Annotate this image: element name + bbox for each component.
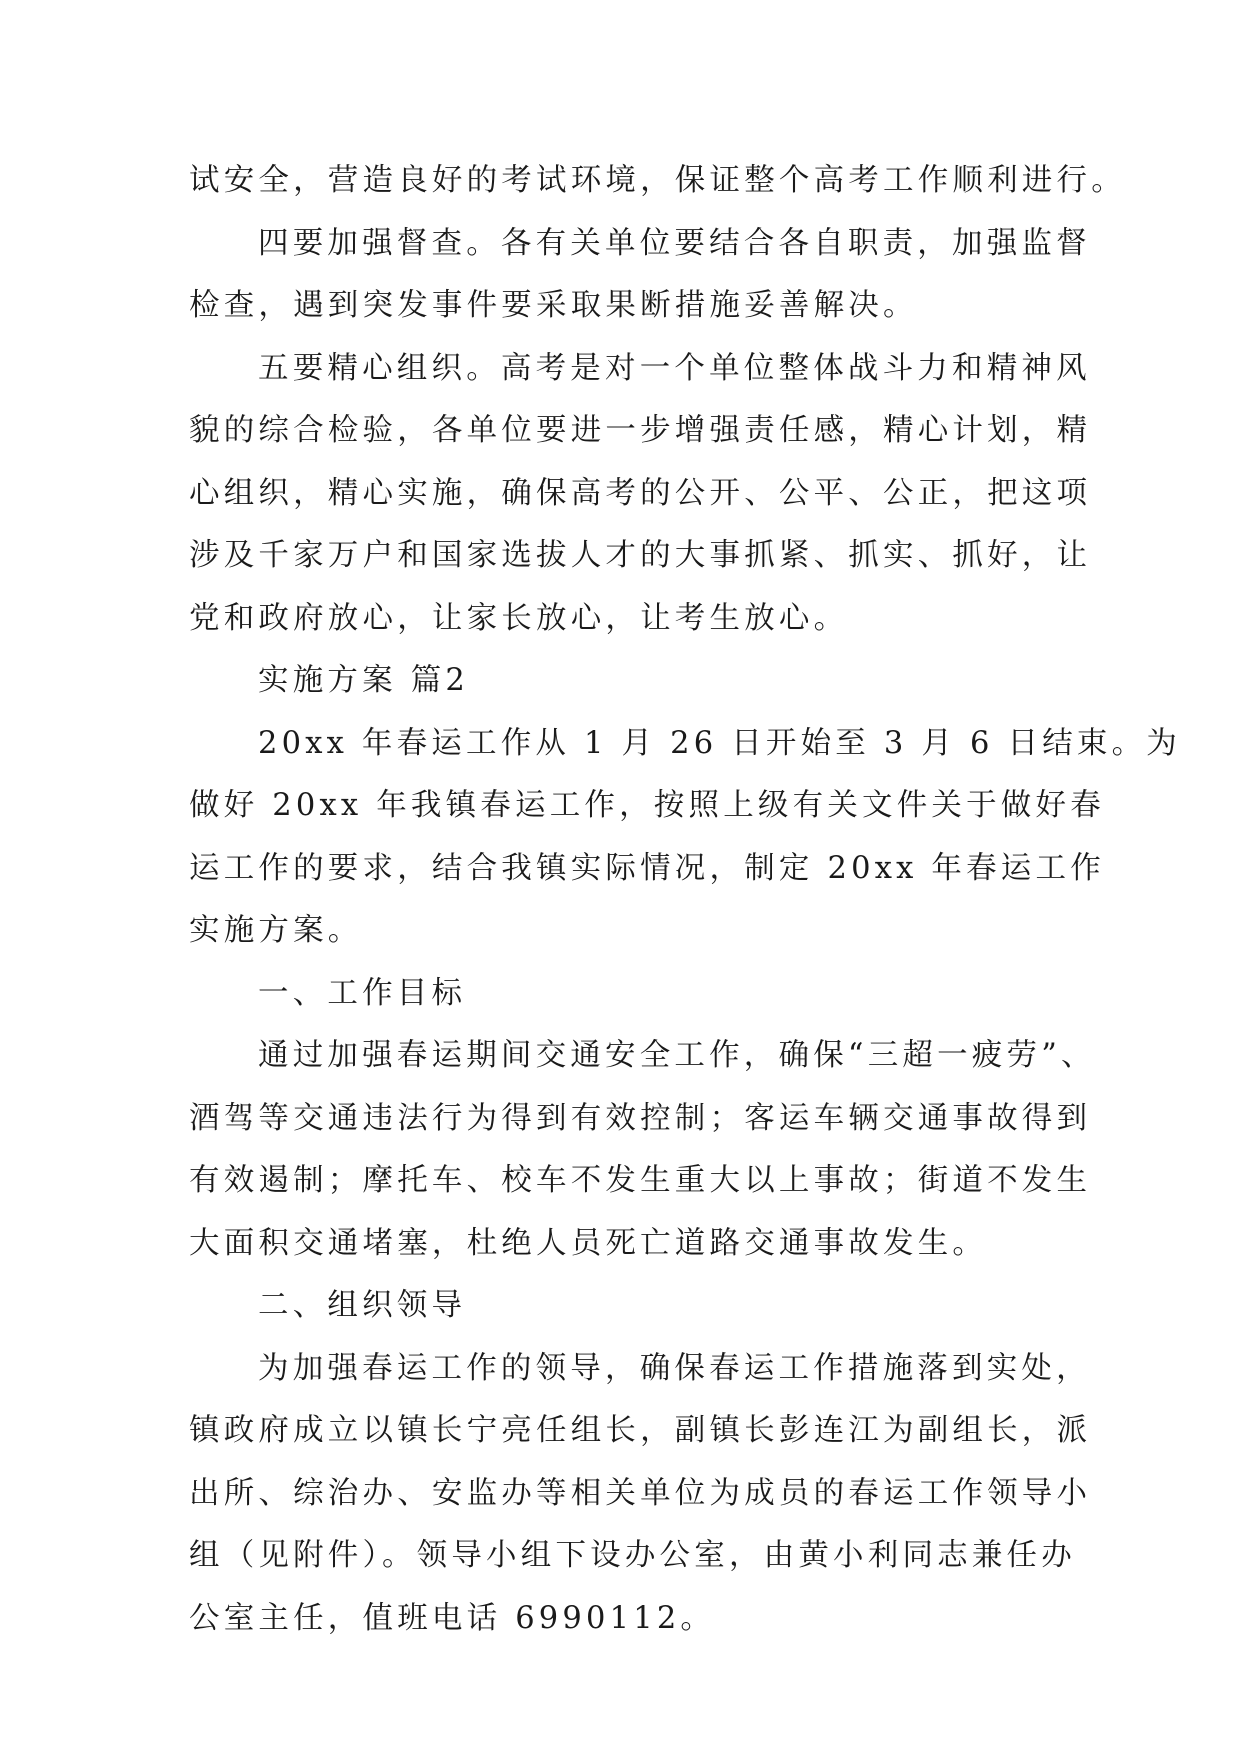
text-line: 试安全，营造良好的考试环境，保证整个高考工作顺利进行。 — [189, 163, 1126, 198]
text-line: 酒驾等交通违法行为得到有效控制；客运车辆交通事故得到 — [189, 1100, 1092, 1136]
text-line: 实施方案。 — [189, 913, 363, 948]
text-line: 五要精心组织。高考是对一个单位整体战斗力和精神风 — [258, 350, 1091, 386]
section-heading: 一、工作目标 — [258, 975, 467, 1011]
text-line: 镇政府成立以镇长宁亮任组长，副镇长彭连江为副组长，派 — [189, 1413, 1092, 1448]
section-heading: 二、组织领导 — [258, 1288, 467, 1323]
text-line: 为加强春运工作的领导，确保春运工作措施落到实处， — [258, 1350, 1091, 1386]
text-line: 有效遏制；摩托车、校车不发生重大以上事故；街道不发生 — [189, 1163, 1092, 1198]
text-line: 公室主任，值班电话 6990112。 — [189, 1600, 716, 1636]
text-line: 涉及千家万户和国家选拔人才的大事抓紧、抓实、抓好，让 — [189, 538, 1092, 573]
text-line: 做好 20xx 年我镇春运工作，按照上级有关文件关于做好春 — [189, 788, 1105, 823]
text-line: 通过加强春运期间交通安全工作，确保“三超一疲劳”、 — [258, 1038, 1096, 1073]
text-line: 党和政府放心，让家长放心，让考生放心。 — [189, 600, 849, 636]
text-line: 大面积交通堵塞，杜绝人员死亡道路交通事故发生。 — [189, 1225, 988, 1261]
section-heading: 实施方案 篇2 — [258, 663, 469, 698]
text-line: 貌的综合检验，各单位要进一步增强责任感，精心计划，精 — [189, 413, 1092, 448]
text-line: 四要加强督查。各有关单位要结合各自职责，加强监督 — [258, 225, 1091, 261]
text-line: 检查，遇到突发事件要采取果断措施妥善解决。 — [189, 288, 918, 323]
document-body — [189, 150, 1181, 1650]
text-line: 组（见附件）。领导小组下设办公室，由黄小利同志兼任办 — [189, 1538, 1076, 1573]
text-line: 运工作的要求，结合我镇实际情况，制定 20xx 年春运工作 — [189, 850, 1105, 886]
text-line: 出所、综治办、安监办等相关单位为成员的春运工作领导小 — [189, 1475, 1092, 1511]
text-line: 心组织，精心实施，确保高考的公开、公平、公正，把这项 — [189, 475, 1092, 511]
text-line: 20xx 年春运工作从 1 月 26 日开始至 3 月 6 日结束。为 — [258, 725, 1181, 761]
